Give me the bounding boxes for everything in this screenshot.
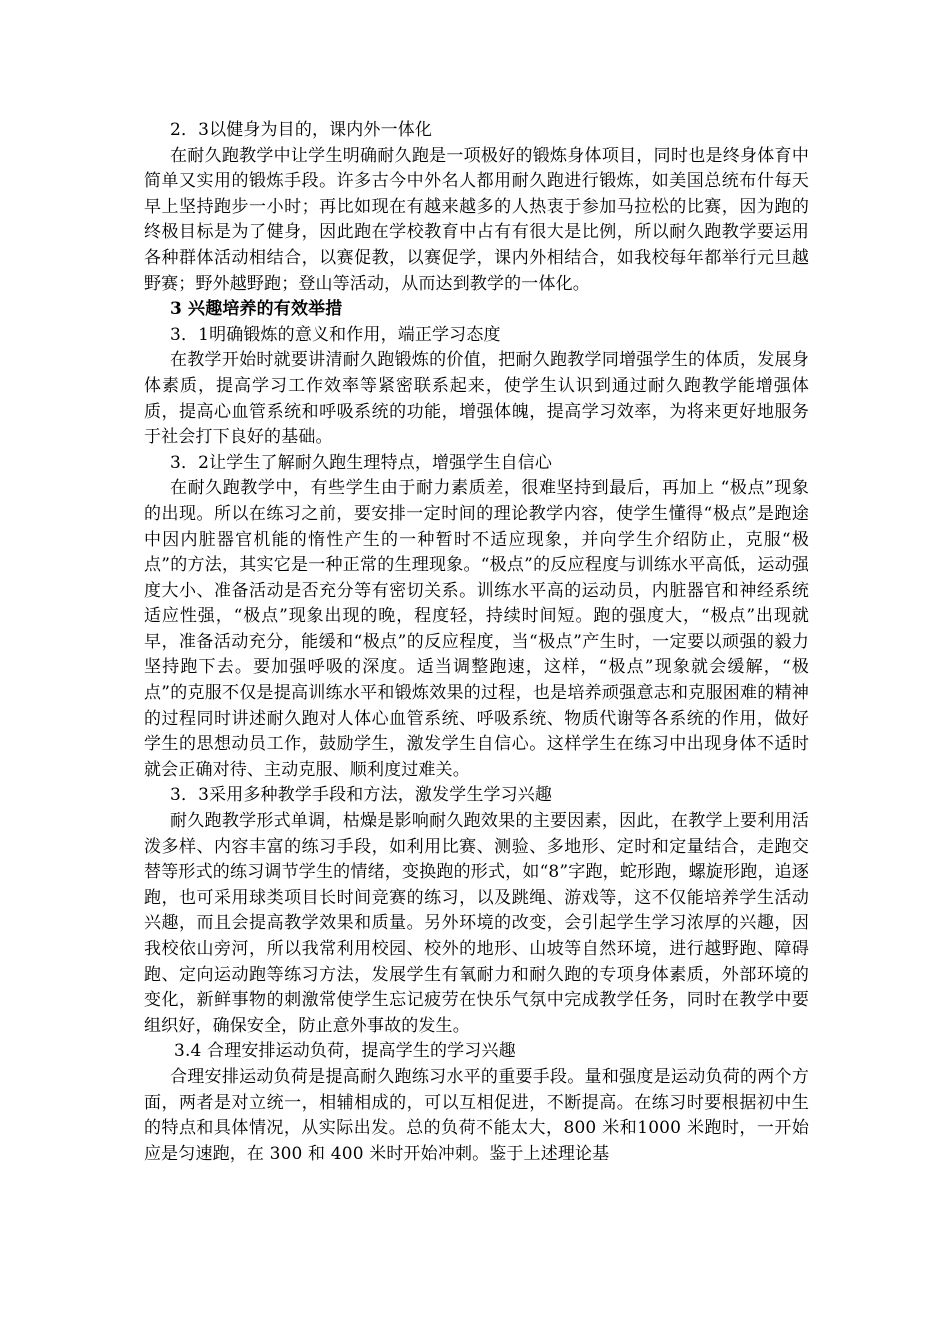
subheading-3-1: 3．1明确锻炼的意义和作用，端正学习态度	[170, 324, 501, 345]
paragraph-fitness-goal: 在耐久跑教学中让学生明确耐久跑是一项极好的锻炼身体项目，同时也是终身体育中简单又实用的锻炼手段。许多古今中外名人都用耐久跑进行锻炼，如美国总统布什每天早上坚持跑步一小时；再比如现在有越来越多的人热衷于参加马拉松的比赛，因为跑的终极目标是为了健身，因此跑在学校教育中占有有很大是比例，所以耐久跑教学要运用各种群体活动相结合，以赛促教，以赛促学，课内外相结合，如我校每年都举行元旦越野赛；野外越野跑；登山等活动，从而达到教学的一体化。	[144, 145, 809, 294]
subheading-3-3: 3．3采用多种教学手段和方法，激发学生学习兴趣	[170, 785, 553, 806]
paragraph-physiology: 在耐久跑教学中，有些学生由于耐力素质差，很难坚持到最后，再加上 “极点”现象的出现。所以在练习之前，要安排一定时间的理论教学内容，使学生懂得“极点”是跑途中因内脏器官机能的惰性产生的一种暂时不适应现象，并向学生介绍防止，克服“极点”的方法，其实它是一种正常的生理现象。“极点”的反应程度与训练水平高低，运动强度大小、准备活动是否充分等有密切关系。训练水平高的运动员，内脏器官和神经系统适应性强，“极点”现象出现的晚，程度轻，持续时间短。跑的强度大，“极点”出现就早，准备活动充分，能缓和“极点”的反应程度，当“极点”产生时，一定要以顽强的毅力坚持跑下去。要加强呼吸的深度。适当调整跑速，这样，“极点”现象就会缓解，“极点”的克服不仅是提高训练水平和锻炼效果的过程，也是培养顽强意志和克服困难的精神的过程同时讲述耐久跑对人体心血管系统、呼吸系统、物质代谢等各系统的作用，做好学生的思想动员工作，鼓励学生，激发学生自信心。这样学生在练习中出现身体不适时就会正确对待、主动克服、顺利度过难关。	[144, 478, 809, 780]
subheading-2-3: 2．3以健身为目的，课内外一体化	[170, 120, 433, 140]
document-page	[144, 118, 809, 1167]
paragraph-teaching-methods: 耐久跑教学形式单调，枯燥是影响耐久跑效果的主要因素，因此，在教学上要利用活泼多样、内容丰富的练习手段，如利用比赛、测验、多地形、定时和定量结合，走跑交替等形式的练习调节学生的情绪，变换跑的形式，如“8”字跑，蛇形跑，螺旋形跑，追逐跑，也可采用球类项目长时间竞赛的练习，以及跳绳、游戏等，这不仅能培养学生活动兴趣，而且会提高教学效果和质量。另外环境的改变，会引起学生学习浓厚的兴趣，因我校依山旁河，所以我常利用校园、校外的地形、山坡等自然环境，进行越野跑、障碍跑、定向运动跑等练习方法，发展学生有氧耐力和耐久跑的专项身体素质，外部环境的变化，新鲜事物的刺激常使学生忘记疲劳在快乐气氛中完成教学任务，同时在教学中要组织好，确保安全，防止意外事故的发生。	[144, 811, 809, 1036]
section-title-3: 3 兴趣培养的有效举措	[170, 299, 343, 320]
paragraph-exercise-load: 合理安排运动负荷是提高耐久跑练习水平的重要手段。量和强度是运动负荷的两个方面，两者是对立统一，相辅相成的，可以互相促进，不断提高。在练习时要根据初中生的特点和具体情况，从实际出发。总的负荷不能太大，800 米和1000 米跑时，一开始应是匀速跑，在 300 和 400 米时开始冲刺。鉴于上述理论基	[144, 1066, 809, 1164]
paragraph-exercise-meaning: 在教学开始时就要讲清耐久跑锻炼的价值，把耐久跑教学同增强学生的体质，发展身体素质，提高学习工作效率等紧密联系起来，使学生认识到通过耐久跑教学能增强体质，提高心血管系统和呼吸系统的功能，增强体魄，提高学习效率，为将来更好地服务于社会打下良好的基础。	[144, 350, 809, 448]
subheading-3-4: 3.4 合理安排运动负荷，提高学生的学习兴趣	[174, 1041, 516, 1062]
subheading-3-2: 3．2让学生了解耐久跑生理特点，增强学生自信心	[170, 452, 553, 473]
